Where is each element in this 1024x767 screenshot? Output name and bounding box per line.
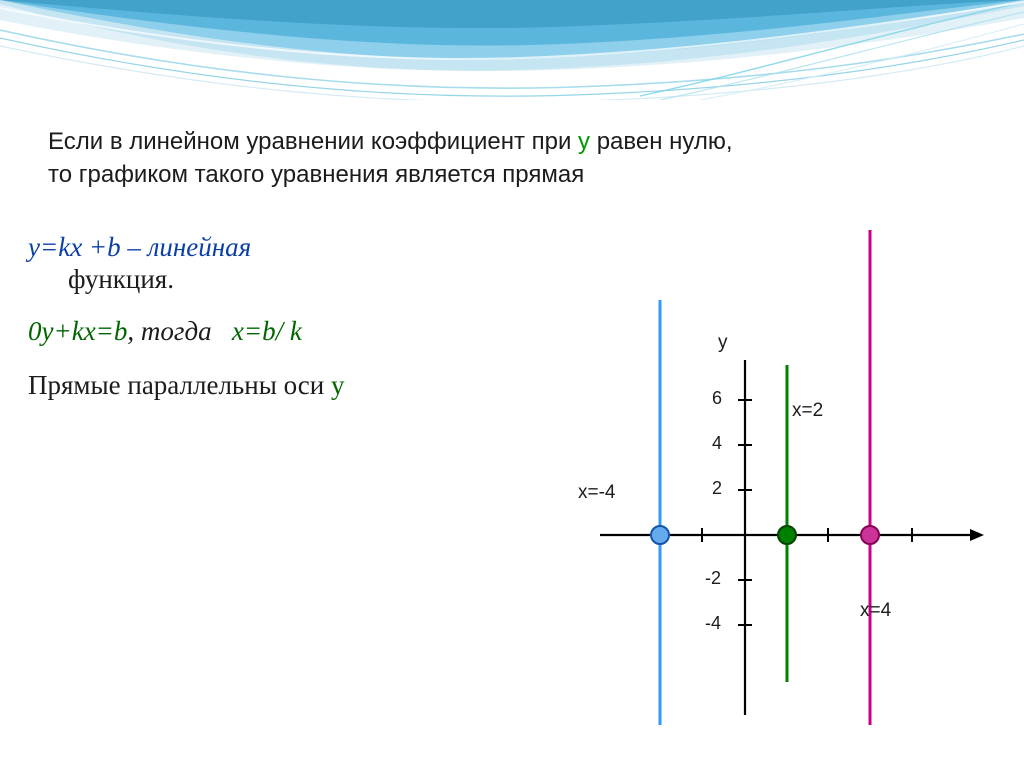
formula-x-equals-b-over-k: x=b/ k [231, 315, 302, 346]
formula-line-2 [28, 316, 548, 348]
heading-accent-y: y [578, 128, 591, 155]
decorative-wave-banner [0, 0, 1024, 100]
point-marker-blue [651, 526, 669, 544]
formula-line-1 [28, 232, 548, 296]
formula-line-3 [28, 370, 548, 402]
heading-line1-before: Если в линейном уравнении коэффициент при [48, 128, 579, 155]
tick-label-6: 6 [712, 388, 723, 408]
line-label-x-equals-minus4: x=-4 [578, 482, 616, 503]
formula-zero-y-kx-b: 0y+kx=b [28, 315, 128, 346]
coordinate-graph [560, 210, 1000, 750]
point-marker-magenta [861, 526, 879, 544]
formula-linear-function: y=kx +b – линейная [28, 232, 252, 262]
formula-block [28, 232, 548, 401]
line-label-x-equals-2: x=2 [792, 400, 824, 421]
slide-heading [48, 125, 988, 191]
point-marker-green [778, 526, 796, 544]
tick-label-minus4: -4 [705, 613, 722, 633]
heading-line1-after: равен нулю, [590, 128, 733, 155]
formula-parallel-axis-y: y [330, 369, 345, 400]
formula-line-1-indent: функция. [68, 263, 174, 294]
heading-line2: то графиком такого уравнения является прямая [48, 161, 585, 189]
tick-label-minus2: -2 [705, 568, 722, 588]
tick-label-2: 2 [712, 478, 723, 498]
formula-togda: , тогда [127, 315, 219, 346]
axis-label-y: y [718, 332, 728, 353]
tick-label-4: 4 [712, 433, 723, 453]
line-label-x-equals-4: x=4 [860, 600, 892, 621]
formula-parallel-text: Прямые параллельны оси [28, 369, 331, 400]
